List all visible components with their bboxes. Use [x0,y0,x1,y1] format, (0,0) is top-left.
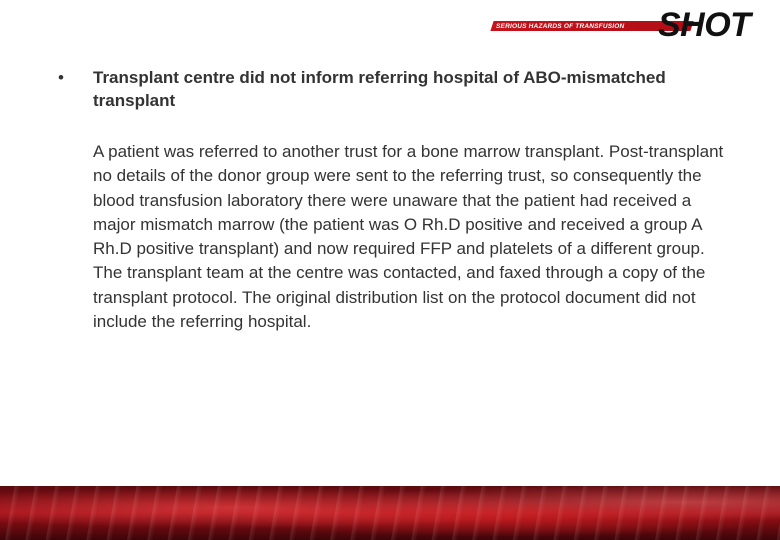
logo-tagline: SERIOUS HAZARDS OF TRANSFUSION [496,23,625,30]
slide-content [58,66,728,334]
footer-streaks [0,486,780,540]
bullet-icon: • [58,68,64,87]
shot-logo [0,0,780,48]
footer-decorative-band [0,486,780,540]
logo-wordmark: SHOT [658,6,751,44]
bullet-heading: Transplant centre did not inform referring hospital of ABO-mismatched transplant [93,68,666,110]
bullet-item [58,66,728,112]
body-paragraph: A patient was referred to another trust for a bone marrow transplant. Post-transplant no details of the donor group were sent to the referring trust, so consequently the blood transfusion laboratory there were unaware that the patient had received a major mismatch marrow (the patient was O Rh.D positive and received a group A Rh.D positive transplant) and now required FFP and platelets of a different group. The transplant team at the centre was contacted, and faxed through a copy of the transplant protocol. The original distribution list on the protocol document did not include the referring hospital. [93,142,724,332]
